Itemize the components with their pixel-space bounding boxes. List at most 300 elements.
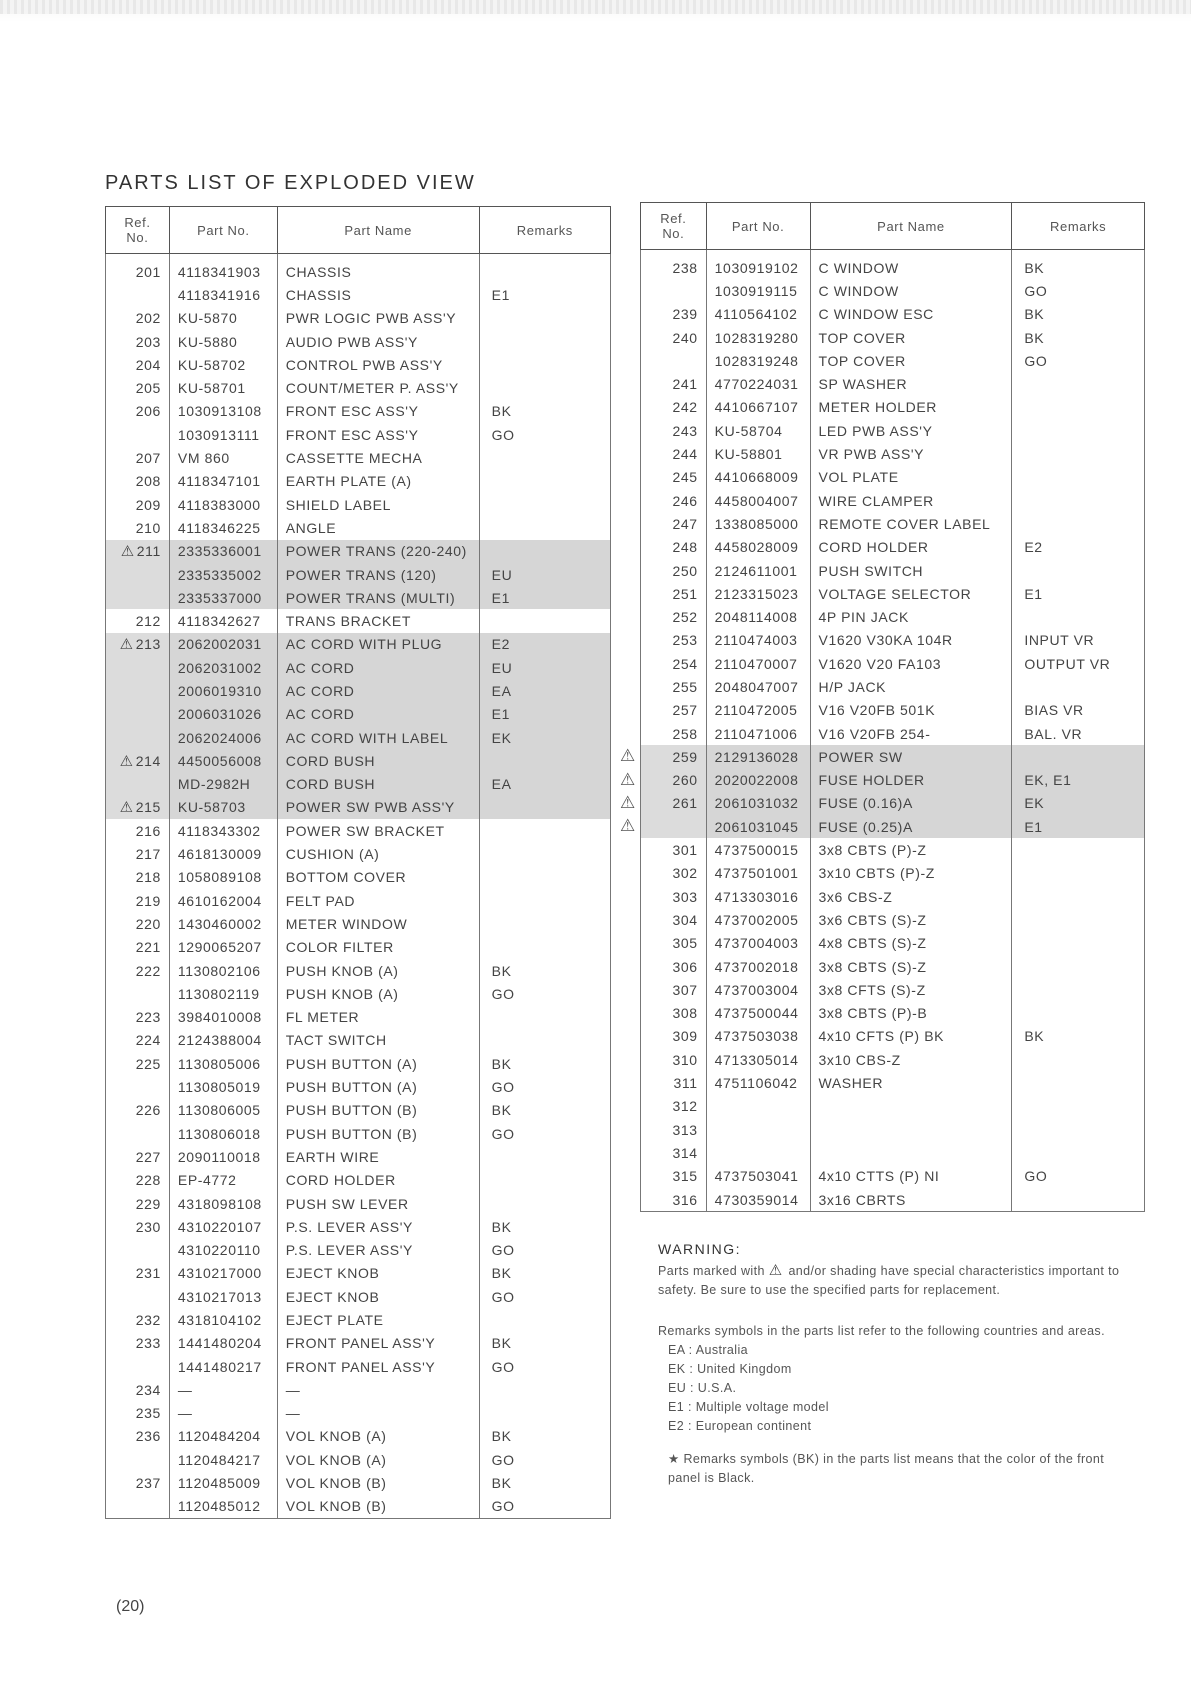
part-name-cell: CORD HOLDER bbox=[810, 536, 1012, 559]
part-name-cell: VOLTAGE SELECTOR bbox=[810, 582, 1012, 605]
remarks-cell: BK bbox=[479, 959, 610, 982]
table-row bbox=[641, 442, 1145, 465]
part-no-cell: 4737002005 bbox=[706, 908, 810, 931]
part-no-cell: 2110470007 bbox=[706, 652, 810, 675]
part-name-cell: 3x16 CBRTS bbox=[810, 1188, 1012, 1212]
ref-cell bbox=[106, 563, 170, 586]
table-row bbox=[641, 955, 1145, 978]
table-row bbox=[106, 1355, 611, 1378]
part-name-cell: POWER SW bbox=[810, 745, 1012, 768]
table-row bbox=[641, 582, 1145, 605]
table-row bbox=[641, 862, 1145, 885]
part-name-cell: C WINDOW bbox=[810, 279, 1012, 302]
part-no-cell: KU-58702 bbox=[169, 353, 277, 376]
part-no-cell: 4737002018 bbox=[706, 955, 810, 978]
part-no-cell: 4118341916 bbox=[169, 283, 277, 306]
remarks-cell bbox=[479, 470, 610, 493]
remarks-cell bbox=[479, 749, 610, 772]
part-name-cell: REMOTE COVER LABEL bbox=[810, 512, 1012, 535]
remarks-cell: GO bbox=[1012, 349, 1145, 372]
part-no-cell: 2090110018 bbox=[169, 1145, 277, 1168]
ref-cell: 228 bbox=[106, 1169, 170, 1192]
part-name-cell: — bbox=[277, 1378, 479, 1401]
ref-cell: 315 bbox=[641, 1165, 707, 1188]
remarks-cell bbox=[479, 516, 610, 539]
part-name-cell: 3x10 CBS-Z bbox=[810, 1048, 1012, 1071]
part-name-cell: METER WINDOW bbox=[277, 912, 479, 935]
part-no-cell: 2110471006 bbox=[706, 722, 810, 745]
part-no-cell: 4118347101 bbox=[169, 470, 277, 493]
table-row bbox=[106, 540, 611, 563]
table-row bbox=[106, 936, 611, 959]
remarks-cell: EA bbox=[479, 773, 610, 796]
part-name-cell: TOP COVER bbox=[810, 326, 1012, 349]
part-name-cell: FRONT PANEL ASS'Y bbox=[277, 1355, 479, 1378]
ref-cell bbox=[106, 982, 170, 1005]
part-no-cell: 1130802119 bbox=[169, 982, 277, 1005]
remarks-cell: EU bbox=[479, 563, 610, 586]
table-row bbox=[641, 372, 1145, 395]
part-no-cell: 4737501001 bbox=[706, 862, 810, 885]
table-row bbox=[106, 912, 611, 935]
warning-triangle-icon: ⚠ bbox=[120, 543, 135, 561]
part-no-cell: 1030919102 bbox=[706, 250, 810, 280]
ref-cell: 252 bbox=[641, 605, 707, 628]
ref-cell: 239 bbox=[641, 303, 707, 326]
remarks-cell bbox=[1012, 1095, 1145, 1118]
ref-cell bbox=[106, 773, 170, 796]
remarks-cell: INPUT VR bbox=[1012, 629, 1145, 652]
part-name-cell: AC CORD WITH LABEL bbox=[277, 726, 479, 749]
table-row bbox=[641, 908, 1145, 931]
part-no-cell: EP-4772 bbox=[169, 1169, 277, 1192]
warning-triangle-icon: ⚠ bbox=[119, 799, 134, 817]
part-no-cell: 4458028009 bbox=[706, 536, 810, 559]
remarks-cell bbox=[1012, 466, 1145, 489]
table-row bbox=[106, 609, 611, 632]
table-row bbox=[106, 656, 611, 679]
part-no-cell: 1290065207 bbox=[169, 936, 277, 959]
table-row bbox=[106, 982, 611, 1005]
part-no-cell: 4310217013 bbox=[169, 1285, 277, 1308]
part-no-cell: 2061031032 bbox=[706, 792, 810, 815]
ref-header: Ref. No. bbox=[106, 207, 170, 254]
ref-cell bbox=[106, 656, 170, 679]
part-name-cell: AC CORD bbox=[277, 703, 479, 726]
table-row bbox=[106, 703, 611, 726]
ref-cell: 237 bbox=[106, 1471, 170, 1494]
part-no-cell: 4737500015 bbox=[706, 838, 810, 861]
remarks-cell: GO bbox=[1012, 1165, 1145, 1188]
part-no-header: Part No. bbox=[706, 203, 810, 250]
part-no-cell: 1120485012 bbox=[169, 1495, 277, 1519]
ref-cell: 216 bbox=[106, 819, 170, 842]
part-name-cell: AC CORD bbox=[277, 656, 479, 679]
part-no-cell: 2110474003 bbox=[706, 629, 810, 652]
remarks-intro: Remarks symbols in the parts list refer to the following countries and areas. bbox=[658, 1324, 1105, 1338]
part-name-cell: VOL KNOB (B) bbox=[277, 1471, 479, 1494]
part-no-cell: 2006031026 bbox=[169, 703, 277, 726]
part-name-cell: PUSH BUTTON (A) bbox=[277, 1052, 479, 1075]
part-name-cell: — bbox=[277, 1402, 479, 1425]
part-no-cell: 4310217000 bbox=[169, 1262, 277, 1285]
remarks-cell bbox=[479, 1402, 610, 1425]
part-no-cell: KU-58703 bbox=[169, 796, 277, 819]
table-row bbox=[106, 493, 611, 516]
warning-triangle-icon: ⚠ bbox=[620, 769, 636, 789]
remarks-cell bbox=[479, 1145, 610, 1168]
page-number: (20) bbox=[116, 1598, 145, 1615]
table-row bbox=[641, 466, 1145, 489]
table-row bbox=[106, 1145, 611, 1168]
part-no-cell: 2335335002 bbox=[169, 563, 277, 586]
table-row bbox=[641, 792, 1145, 815]
part-name-cell: AC CORD bbox=[277, 679, 479, 702]
part-name-cell: POWER TRANS (220-240) bbox=[277, 540, 479, 563]
part-no-cell: 3984010008 bbox=[169, 1006, 277, 1029]
table-row bbox=[106, 1402, 611, 1425]
remarks-cell bbox=[479, 493, 610, 516]
table-row bbox=[106, 1029, 611, 1052]
ref-cell bbox=[106, 1448, 170, 1471]
remarks-cell bbox=[1012, 605, 1145, 628]
ref-cell bbox=[106, 1355, 170, 1378]
table-row bbox=[106, 1169, 611, 1192]
part-name-cell: SHIELD LABEL bbox=[277, 493, 479, 516]
ref-cell: 231 bbox=[106, 1262, 170, 1285]
table-row bbox=[106, 1471, 611, 1494]
table-row bbox=[641, 1118, 1145, 1141]
part-name-cell: FELT PAD bbox=[277, 889, 479, 912]
part-name-cell: 3x10 CBTS (P)-Z bbox=[810, 862, 1012, 885]
part-name-cell: POWER TRANS (MULTI) bbox=[277, 586, 479, 609]
part-no-cell: 4610162004 bbox=[169, 889, 277, 912]
ref-cell bbox=[641, 349, 707, 372]
remarks-cell bbox=[479, 1006, 610, 1029]
remarks-cell bbox=[1012, 1118, 1145, 1141]
ref-cell: 238 bbox=[641, 250, 707, 280]
part-no-cell: 4410668009 bbox=[706, 466, 810, 489]
ref-cell: 217 bbox=[106, 842, 170, 865]
table-row bbox=[106, 446, 611, 469]
remarks-cell bbox=[1012, 908, 1145, 931]
table-row bbox=[641, 699, 1145, 722]
table-row bbox=[106, 470, 611, 493]
ref-cell: 261 bbox=[641, 792, 707, 815]
warning-triangle-icon: ⚠ bbox=[620, 792, 636, 812]
part-name-cell: AC CORD WITH PLUG bbox=[277, 633, 479, 656]
part-no-cell bbox=[706, 1095, 810, 1118]
table-row bbox=[106, 376, 611, 399]
part-no-cell: 2020022008 bbox=[706, 769, 810, 792]
part-no-cell: MD-2982H bbox=[169, 773, 277, 796]
warning-triangle-icon: ⚠ bbox=[119, 752, 134, 770]
ref-cell: 302 bbox=[641, 862, 707, 885]
ref-cell: 234 bbox=[106, 1378, 170, 1401]
table-row bbox=[106, 796, 611, 819]
part-no-cell: 4318104102 bbox=[169, 1308, 277, 1331]
part-no-cell: 1130802106 bbox=[169, 959, 277, 982]
remarks-cell: E1 bbox=[479, 283, 610, 306]
part-no-cell: 4730359014 bbox=[706, 1188, 810, 1212]
part-name-cell: C WINDOW bbox=[810, 250, 1012, 280]
part-name-cell: 4x10 CFTS (P) BK bbox=[810, 1025, 1012, 1048]
remarks-header: Remarks bbox=[1012, 203, 1145, 250]
table-row bbox=[106, 1052, 611, 1075]
table-row bbox=[641, 1095, 1145, 1118]
ref-cell: ⚠ 211 bbox=[106, 540, 170, 563]
part-name-cell: EARTH PLATE (A) bbox=[277, 470, 479, 493]
remarks-cell bbox=[479, 1378, 610, 1401]
part-name-cell: 3x8 CBTS (S)-Z bbox=[810, 955, 1012, 978]
table-row bbox=[106, 1448, 611, 1471]
scan-edge bbox=[0, 0, 1191, 14]
remarks-cell bbox=[479, 842, 610, 865]
part-name-cell: PUSH KNOB (A) bbox=[277, 982, 479, 1005]
part-no-cell: 4737503041 bbox=[706, 1165, 810, 1188]
ref-cell: 306 bbox=[641, 955, 707, 978]
parts-table-left bbox=[105, 206, 611, 1519]
remarks-cell: BAL. VR bbox=[1012, 722, 1145, 745]
ref-cell: 301 bbox=[641, 838, 707, 861]
remarks-code-ek: EK : United Kingdom bbox=[668, 1362, 792, 1376]
part-name-cell: 3x6 CBTS (S)-Z bbox=[810, 908, 1012, 931]
remarks-cell bbox=[1012, 442, 1145, 465]
part-no-cell bbox=[706, 1118, 810, 1141]
warning-text: Parts marked with ⚠ and/or shading have special characteristics important to safety. Be sure to use the specified parts for replacement. bbox=[658, 1262, 1120, 1297]
part-name-cell: METER HOLDER bbox=[810, 396, 1012, 419]
remarks-cell bbox=[1012, 1048, 1145, 1071]
part-name-cell: AUDIO PWB ASS'Y bbox=[277, 330, 479, 353]
remarks-cell bbox=[479, 376, 610, 399]
remarks-cell bbox=[479, 936, 610, 959]
part-no-cell: 1030919115 bbox=[706, 279, 810, 302]
remarks-cell: EA bbox=[479, 679, 610, 702]
part-no-cell: 2048047007 bbox=[706, 675, 810, 698]
remarks-cell bbox=[1012, 955, 1145, 978]
part-name-cell: V1620 V30KA 104R bbox=[810, 629, 1012, 652]
part-name-cell: P.S. LEVER ASS'Y bbox=[277, 1238, 479, 1261]
ref-cell: 242 bbox=[641, 396, 707, 419]
part-no-cell: 1028319248 bbox=[706, 349, 810, 372]
remarks-cell bbox=[1012, 675, 1145, 698]
warning-title: WARNING: bbox=[658, 1241, 742, 1257]
table-row bbox=[641, 279, 1145, 302]
remarks-code-e2: E2 : European continent bbox=[668, 1419, 812, 1433]
part-name-cell: POWER SW PWB ASS'Y bbox=[277, 796, 479, 819]
remarks-cell: BK bbox=[1012, 1025, 1145, 1048]
part-name-cell: VOL KNOB (B) bbox=[277, 1495, 479, 1519]
part-no-cell: 2061031045 bbox=[706, 815, 810, 838]
part-name-cell: V1620 V20 FA103 bbox=[810, 652, 1012, 675]
part-no-cell: KU-5870 bbox=[169, 307, 277, 330]
ref-cell: ⚠ 214 bbox=[106, 749, 170, 772]
remarks-cell: BK bbox=[479, 1215, 610, 1238]
part-name-cell: POWER SW BRACKET bbox=[277, 819, 479, 842]
remarks-cell: EK, E1 bbox=[1012, 769, 1145, 792]
part-name-cell: EJECT PLATE bbox=[277, 1308, 479, 1331]
table-row bbox=[106, 819, 611, 842]
table-row bbox=[106, 1262, 611, 1285]
table-row bbox=[106, 1285, 611, 1308]
part-name-cell: LED PWB ASS'Y bbox=[810, 419, 1012, 442]
table-row bbox=[106, 1378, 611, 1401]
part-name-cell: BOTTOM COVER bbox=[277, 866, 479, 889]
remarks-cell: BK bbox=[1012, 250, 1145, 280]
ref-cell: ⚠ 215 bbox=[106, 796, 170, 819]
ref-cell: 227 bbox=[106, 1145, 170, 1168]
remarks-cell: GO bbox=[479, 423, 610, 446]
ref-cell: 202 bbox=[106, 307, 170, 330]
part-name-cell: COUNT/METER P. ASS'Y bbox=[277, 376, 479, 399]
table-row bbox=[641, 326, 1145, 349]
remarks-cell bbox=[479, 330, 610, 353]
part-name-cell: ANGLE bbox=[277, 516, 479, 539]
part-no-cell: 1130806018 bbox=[169, 1122, 277, 1145]
table-row bbox=[106, 1006, 611, 1029]
remarks-cell: BK bbox=[479, 1262, 610, 1285]
part-name-cell: 3x8 CBTS (P)-Z bbox=[810, 838, 1012, 861]
part-no-cell: 1120484217 bbox=[169, 1448, 277, 1471]
table-row bbox=[106, 679, 611, 702]
remarks-cell: E1 bbox=[1012, 815, 1145, 838]
table-row bbox=[106, 307, 611, 330]
part-name-cell: FL METER bbox=[277, 1006, 479, 1029]
ref-cell: 223 bbox=[106, 1006, 170, 1029]
part-name-cell: SP WASHER bbox=[810, 372, 1012, 395]
remarks-cell bbox=[1012, 838, 1145, 861]
table-row bbox=[106, 773, 611, 796]
remarks-cell bbox=[479, 1029, 610, 1052]
part-no-cell: 2062031002 bbox=[169, 656, 277, 679]
ref-cell: 229 bbox=[106, 1192, 170, 1215]
table-header bbox=[641, 203, 1145, 250]
remarks-cell bbox=[1012, 885, 1145, 908]
part-name-cell: FUSE HOLDER bbox=[810, 769, 1012, 792]
table-row bbox=[106, 726, 611, 749]
table-row bbox=[106, 563, 611, 586]
remarks-code-eu: EU : U.S.A. bbox=[668, 1381, 737, 1395]
part-name-cell: VOL PLATE bbox=[810, 466, 1012, 489]
ref-cell: 248 bbox=[641, 536, 707, 559]
part-name-cell: CORD BUSH bbox=[277, 749, 479, 772]
remarks-cell: BK bbox=[479, 1471, 610, 1494]
part-name-cell: PUSH SW LEVER bbox=[277, 1192, 479, 1215]
part-name-cell: PUSH BUTTON (B) bbox=[277, 1122, 479, 1145]
remarks-cell bbox=[1012, 512, 1145, 535]
remarks-cell: BK bbox=[479, 1332, 610, 1355]
table-row bbox=[641, 978, 1145, 1001]
remarks-cell bbox=[479, 609, 610, 632]
part-name-cell: CUSHION (A) bbox=[277, 842, 479, 865]
ref-cell: 224 bbox=[106, 1029, 170, 1052]
table-row bbox=[641, 885, 1145, 908]
ref-cell: 250 bbox=[641, 559, 707, 582]
table-row bbox=[106, 330, 611, 353]
part-name-header: Part Name bbox=[810, 203, 1012, 250]
part-no-cell: 4751106042 bbox=[706, 1071, 810, 1094]
part-no-cell: 1028319280 bbox=[706, 326, 810, 349]
ref-cell: 243 bbox=[641, 419, 707, 442]
part-name-cell: FUSE (0.25)A bbox=[810, 815, 1012, 838]
part-no-cell: — bbox=[169, 1402, 277, 1425]
part-no-cell: 1030913108 bbox=[169, 400, 277, 423]
part-no-cell: KU-58801 bbox=[706, 442, 810, 465]
part-no-cell: 4118383000 bbox=[169, 493, 277, 516]
remarks-cell bbox=[479, 796, 610, 819]
part-name-cell: PUSH BUTTON (A) bbox=[277, 1075, 479, 1098]
remarks-cell bbox=[1012, 396, 1145, 419]
ref-cell: 208 bbox=[106, 470, 170, 493]
table-row bbox=[641, 745, 1145, 768]
part-no-cell: 2048114008 bbox=[706, 605, 810, 628]
ref-cell: 305 bbox=[641, 932, 707, 955]
remarks-cell: BIAS VR bbox=[1012, 699, 1145, 722]
table-row bbox=[641, 1025, 1145, 1048]
part-name-header: Part Name bbox=[277, 207, 479, 254]
ref-cell: 219 bbox=[106, 889, 170, 912]
ref-cell: 212 bbox=[106, 609, 170, 632]
remarks-code-ea: EA : Australia bbox=[668, 1343, 748, 1357]
ref-cell: 222 bbox=[106, 959, 170, 982]
part-no-cell: 4118346225 bbox=[169, 516, 277, 539]
part-no-cell: 2123315023 bbox=[706, 582, 810, 605]
table-row bbox=[106, 866, 611, 889]
star-note: ★ Remarks symbols (BK) in the parts list means that the color of the front panel is Black. bbox=[668, 1452, 1105, 1485]
ref-cell: 230 bbox=[106, 1215, 170, 1238]
part-name-cell: 3x6 CBS-Z bbox=[810, 885, 1012, 908]
ref-cell: 203 bbox=[106, 330, 170, 353]
remarks-cell bbox=[479, 1169, 610, 1192]
part-no-cell: 1338085000 bbox=[706, 512, 810, 535]
part-no-cell: VM 860 bbox=[169, 446, 277, 469]
part-no-cell: 4118342627 bbox=[169, 609, 277, 632]
table-row bbox=[641, 349, 1145, 372]
ref-cell bbox=[106, 1238, 170, 1261]
part-no-cell: 4713305014 bbox=[706, 1048, 810, 1071]
remarks-cell bbox=[479, 1308, 610, 1331]
table-row bbox=[641, 250, 1145, 280]
ref-cell: 304 bbox=[641, 908, 707, 931]
part-name-cell: PUSH SWITCH bbox=[810, 559, 1012, 582]
remarks-cell bbox=[479, 912, 610, 935]
remarks-cell bbox=[1012, 372, 1145, 395]
part-no-cell: 1120485009 bbox=[169, 1471, 277, 1494]
part-no-cell: KU-5880 bbox=[169, 330, 277, 353]
ref-cell: 210 bbox=[106, 516, 170, 539]
table-row bbox=[106, 749, 611, 772]
part-name-cell: WIRE CLAMPER bbox=[810, 489, 1012, 512]
table-row bbox=[106, 842, 611, 865]
remarks-cell bbox=[1012, 559, 1145, 582]
table-row bbox=[106, 959, 611, 982]
ref-cell: 255 bbox=[641, 675, 707, 698]
ref-cell: 316 bbox=[641, 1188, 707, 1212]
remarks-cell bbox=[1012, 1002, 1145, 1025]
remarks-cell: GO bbox=[479, 1448, 610, 1471]
ref-cell bbox=[641, 279, 707, 302]
part-name-cell: V16 V20FB 254- bbox=[810, 722, 1012, 745]
ref-cell: 311 bbox=[641, 1071, 707, 1094]
part-name-cell: 4x10 CTTS (P) NI bbox=[810, 1165, 1012, 1188]
table-row bbox=[641, 489, 1145, 512]
part-no-header: Part No. bbox=[169, 207, 277, 254]
ref-cell: 253 bbox=[641, 629, 707, 652]
ref-cell bbox=[641, 815, 707, 838]
part-no-cell: 1130806005 bbox=[169, 1099, 277, 1122]
remarks-cell bbox=[1012, 489, 1145, 512]
part-no-cell: 2062024006 bbox=[169, 726, 277, 749]
